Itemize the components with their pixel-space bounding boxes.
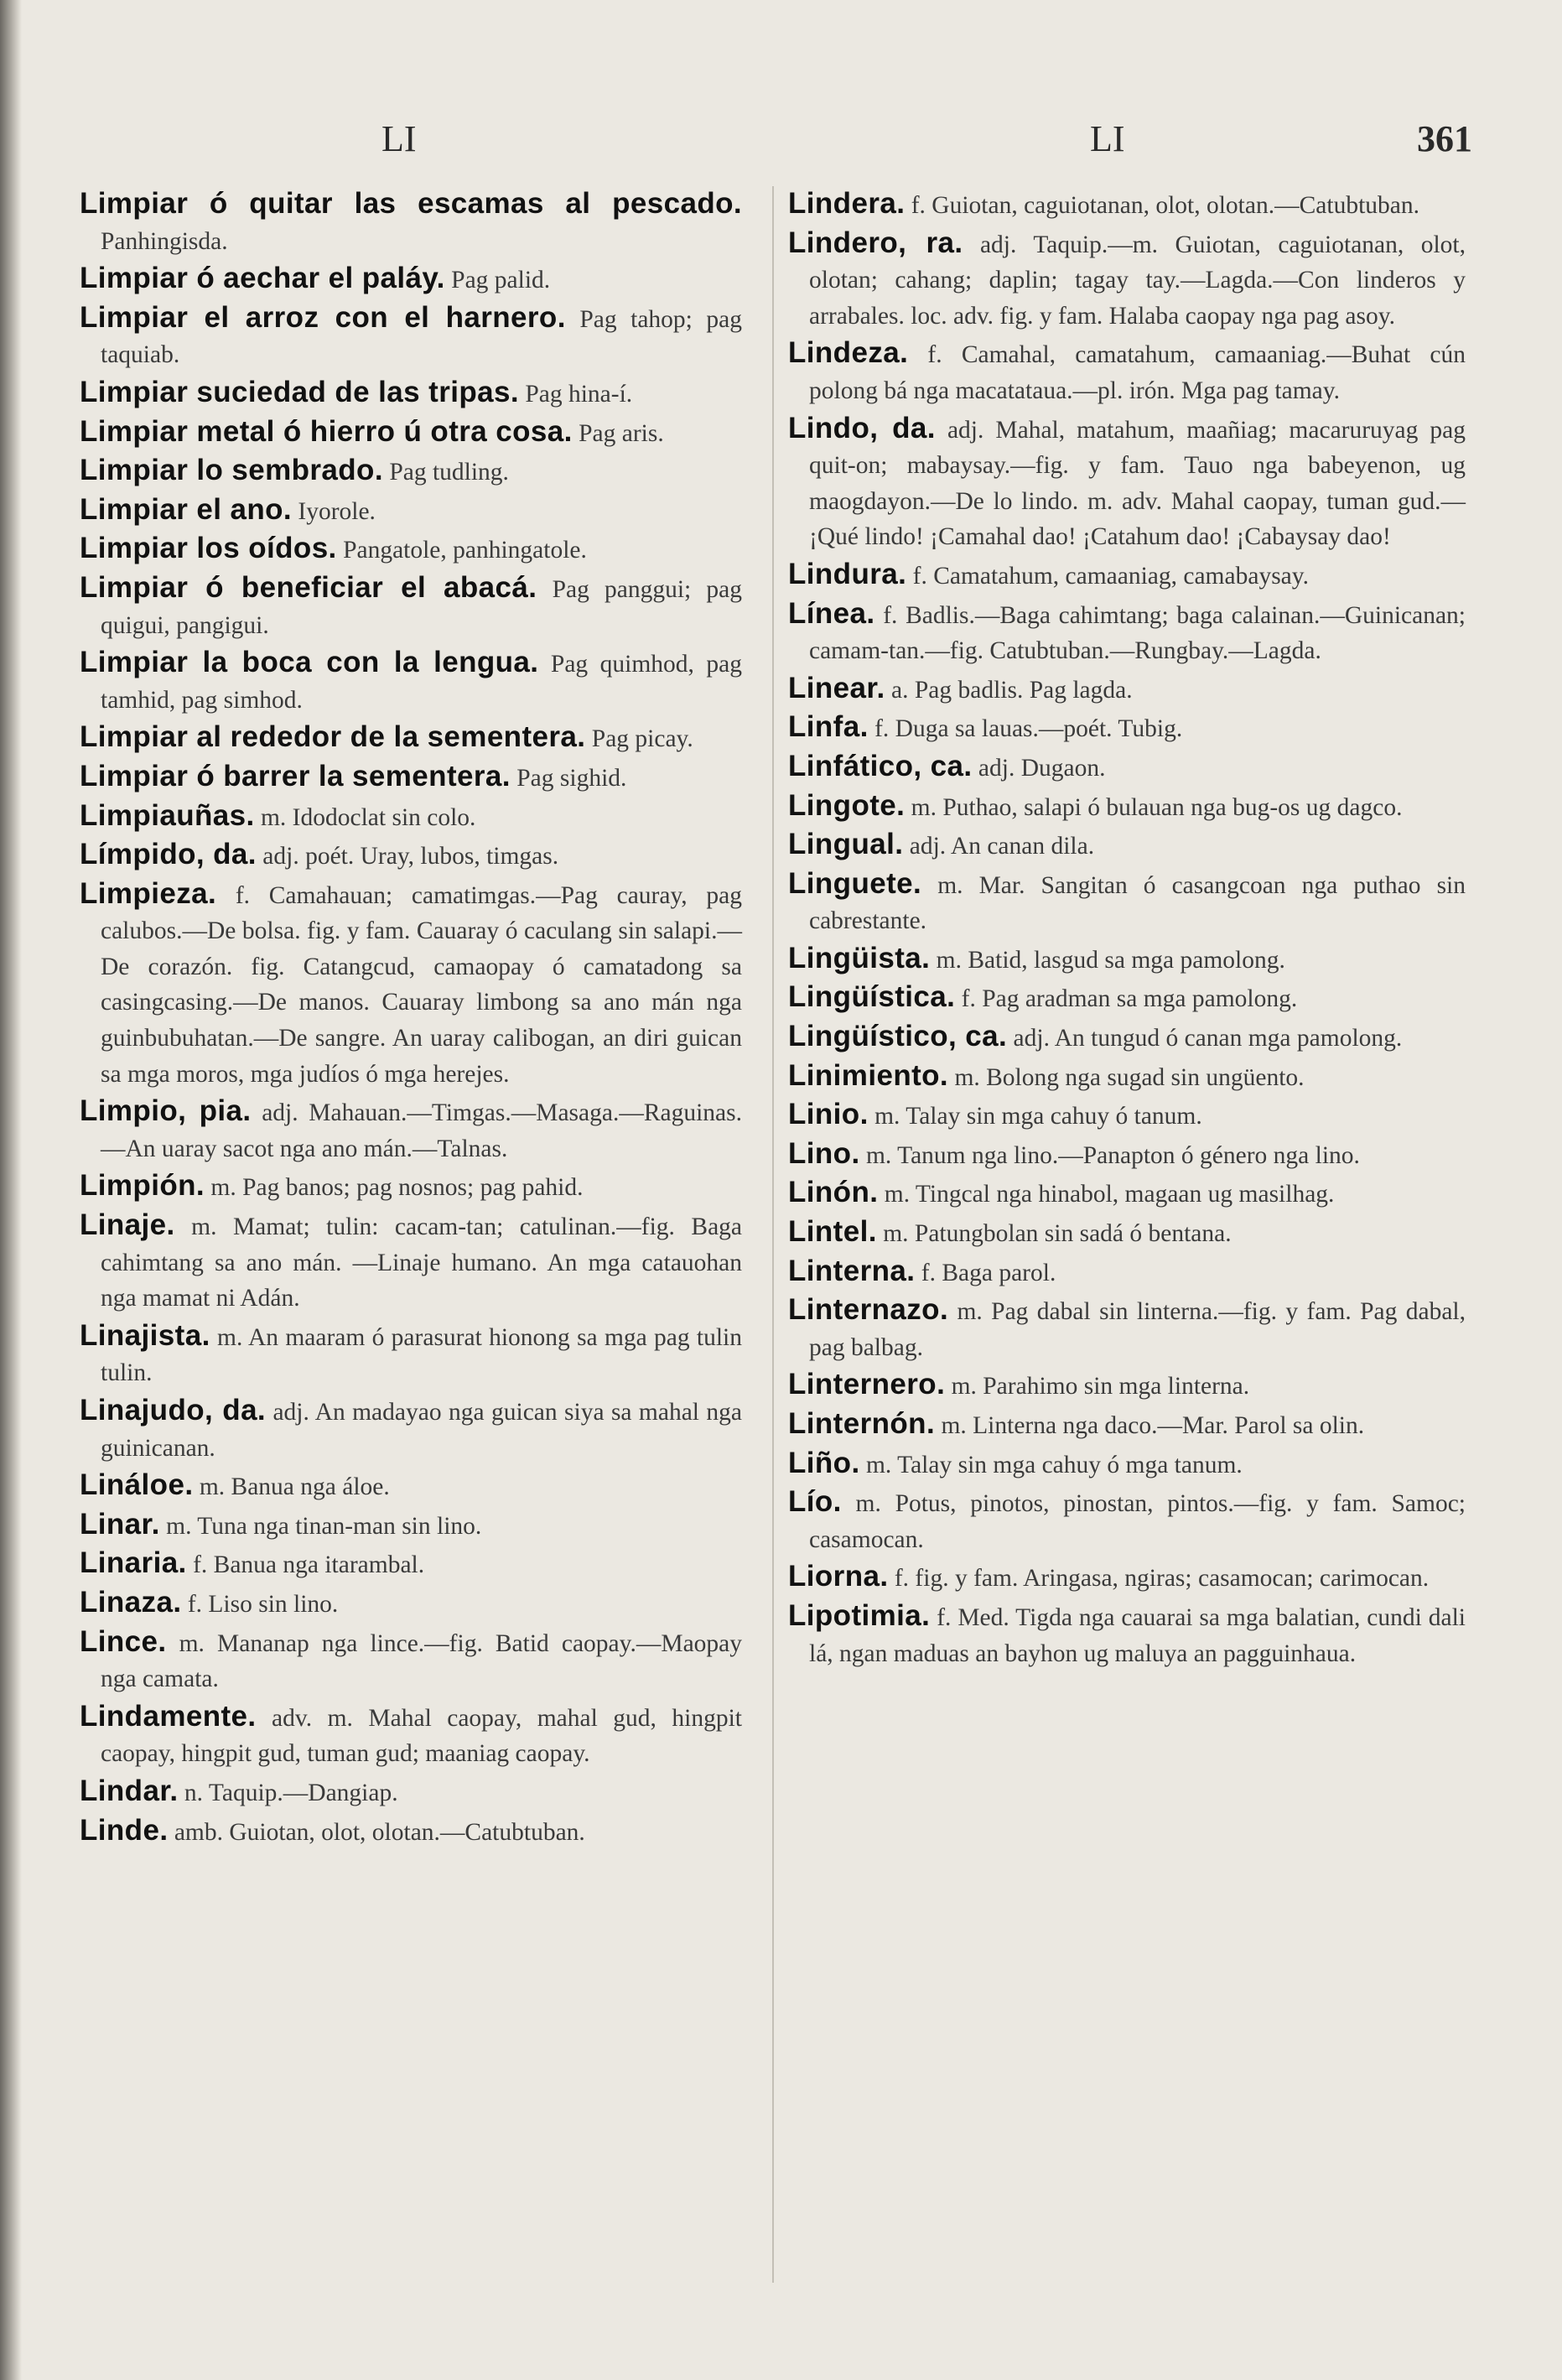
dictionary-entry xyxy=(80,570,742,643)
column-divider xyxy=(772,186,774,2283)
dictionary-entry xyxy=(788,671,1466,709)
entry-definition: m. Talay sin mga cahuy ó tanum. xyxy=(874,1103,1202,1130)
entry-headword: Lindo, da. xyxy=(788,411,936,444)
dictionary-entry xyxy=(80,300,742,373)
dictionary-entry xyxy=(788,827,1466,865)
dictionary-entry xyxy=(788,1058,1466,1096)
entry-headword: Lináloe. xyxy=(80,1468,194,1502)
dictionary-entry xyxy=(80,186,742,259)
entry-definition: adj. An tungud ó canan mga pamolong. xyxy=(1013,1025,1403,1052)
dictionary-entry xyxy=(788,1446,1466,1484)
dictionary-entry xyxy=(788,1019,1466,1057)
dictionary-entry xyxy=(788,709,1466,747)
entry-headword: Linterna. xyxy=(788,1254,916,1287)
dictionary-entry xyxy=(80,1208,742,1317)
entry-definition: m. Banua nga áloe. xyxy=(199,1473,390,1501)
dictionary-entry xyxy=(80,1507,742,1545)
dictionary-entry xyxy=(80,798,742,836)
dictionary-entry xyxy=(80,837,742,875)
dictionary-entry xyxy=(80,1468,742,1505)
entry-headword: Lindera. xyxy=(788,187,906,220)
entry-headword: Linde. xyxy=(80,1813,169,1847)
dictionary-entry xyxy=(80,720,742,757)
entry-headword: Limpieza. xyxy=(80,876,217,910)
entry-definition: adv. m. Mahal caopay, mahal gud, hingpit caopay, hingpit gud, tuman gud; maaniag caopay. xyxy=(101,1704,742,1768)
dictionary-entry xyxy=(80,261,742,299)
dictionary-entry xyxy=(788,1598,1466,1671)
entry-headword: Linternón. xyxy=(788,1407,936,1440)
entry-definition: m. Mamat; tulin: cacam-tan; catulinan.—fig. Baga cahimtang sa ano mán. —Linaje humano. An mga catauohan nga mamat ni Adán. xyxy=(101,1213,743,1312)
dictionary-entry xyxy=(80,759,742,797)
entry-definition: f. Camahauan; camatimgas.—Pag cauray, pag calubos.—De bolsa. fig. y fam. Cauaray ó caculang sin salapi.—De corazón. fig. Catangcud, camaopay ó camatadong sa casingcasing.—De manos. Cauaray limbong sa ano mán nga guinbubuhatan.—De sangre. An uaray calibogan, an diri guican sa mga moros, mga judíos ó mga herejes. xyxy=(101,881,742,1088)
entry-definition: f. Camatahum, camaaniag, camabaysay. xyxy=(912,562,1309,590)
entry-definition: m. Parahimo sin mga linterna. xyxy=(951,1373,1250,1400)
entry-definition: Pag tudling. xyxy=(389,459,509,486)
entry-definition: adj. Mahal, matahum, maañiag; macaruruyag pag quit-on; mabaysay.—fig. y fam. Tauo nga babeyenon, ug maogdayon.—De lo lindo. m. adv. Mahal caopay, tuman gud.—¡Qué lindo! ¡Camahal dao! ¡Catahum dao! ¡Cabaysay dao! xyxy=(809,416,1466,551)
entry-definition: m. Pag banos; pag nosnos; pag pahid. xyxy=(210,1174,584,1202)
entry-headword: Limpiar el ano. xyxy=(80,492,292,526)
dictionary-entry xyxy=(80,453,742,491)
entry-definition: m. Batid, lasgud sa mga pamolong. xyxy=(936,946,1285,974)
dictionary-entry xyxy=(788,788,1466,826)
dictionary-entry xyxy=(80,531,742,569)
entry-definition: adj. An madayao nga guican siya sa mahal nga guinicanan. xyxy=(101,1399,743,1462)
entry-headword: Lindura. xyxy=(788,557,907,590)
dictionary-entry xyxy=(80,1585,742,1623)
entry-headword: Límpido, da. xyxy=(80,838,257,871)
entry-headword: Lingüístico, ca. xyxy=(788,1020,1008,1053)
entry-definition: Pag tahop; pag taquiab. xyxy=(101,305,742,369)
dictionary-entry xyxy=(788,749,1466,787)
entry-definition: f. Liso sin lino. xyxy=(187,1590,339,1618)
dictionary-entry xyxy=(788,1136,1466,1174)
entry-headword: Linimiento. xyxy=(788,1058,949,1092)
entry-definition: m. Potus, pinotos, pinostan, pintos.—fig. y fam. Samoc; casamocan. xyxy=(809,1490,1466,1553)
entry-headword: Limpiar metal ó hierro ú otra cosa. xyxy=(80,414,573,448)
entry-definition: Pag quimhod, pag tamhid, pag simhod. xyxy=(101,651,743,714)
entry-headword: Limpiar al rededor de la sementera. xyxy=(80,720,586,754)
dictionary-entry xyxy=(80,375,742,413)
entry-definition: m. Tanum nga lino.—Panapton ó género nga lino. xyxy=(865,1141,1360,1169)
entry-definition: m. An maaram ó parasurat hionong sa mga pag tulin tulin. xyxy=(101,1323,742,1387)
entry-headword: Linaria. xyxy=(80,1546,187,1580)
dictionary-entry xyxy=(80,1393,742,1466)
entry-headword: Linón. xyxy=(788,1176,879,1209)
right-column xyxy=(788,186,1466,1673)
entry-headword: Línea. xyxy=(788,596,875,630)
entry-definition: f. Duga sa lauas.—poét. Tubig. xyxy=(874,715,1183,743)
entry-headword: Linio. xyxy=(788,1098,869,1131)
entry-definition: m. Tingcal nga hinabol, magaan ug masilhag. xyxy=(884,1181,1335,1208)
dictionary-entry xyxy=(788,1292,1466,1365)
entry-headword: Lindero, ra. xyxy=(788,226,963,259)
entry-definition: Panhingisda. xyxy=(101,227,228,255)
dictionary-entry xyxy=(788,866,1466,939)
entry-definition: m. Talay sin mga cahuy ó mga tanum. xyxy=(865,1451,1243,1478)
entry-definition: m. Mananap nga lince.—fig. Batid caopay.—Maopay nga camata. xyxy=(101,1629,743,1693)
dictionary-entry xyxy=(80,1813,742,1851)
entry-headword: Linternazo. xyxy=(788,1293,949,1327)
dictionary-entry xyxy=(788,411,1466,555)
entry-definition: f. Banua nga itarambal. xyxy=(193,1551,425,1579)
dictionary-entry xyxy=(788,335,1466,408)
entry-definition: amb. Guiotan, olot, olotan.—Catubtuban. xyxy=(174,1818,585,1846)
dictionary-entry xyxy=(80,645,742,718)
entry-headword: Limpiar la boca con la lengua. xyxy=(80,646,539,679)
dictionary-entry xyxy=(80,492,742,530)
dictionary-entry xyxy=(788,980,1466,1017)
dictionary-entry xyxy=(788,557,1466,595)
entry-headword: Lince. xyxy=(80,1624,167,1658)
entry-definition: adj. Mahauan.—Timgas.—Masaga.—Raguinas.—An uaray sacot nga ano mán.—Talnas. xyxy=(101,1099,742,1162)
entry-headword: Limpión. xyxy=(80,1169,205,1203)
entry-headword: Lío. xyxy=(788,1485,842,1519)
dictionary-entry xyxy=(80,1546,742,1583)
entry-headword: Linaza. xyxy=(80,1585,182,1619)
entry-definition: m. Linterna nga daco.—Mar. Parol sa olin. xyxy=(941,1412,1365,1439)
dictionary-entry xyxy=(788,1406,1466,1444)
entry-definition: m. Bolong nga sugad sin ungüento. xyxy=(954,1063,1305,1091)
entry-definition: adj. An canan dila. xyxy=(909,833,1095,860)
entry-headword: Linear. xyxy=(788,671,885,704)
entry-headword: Liño. xyxy=(788,1446,860,1479)
dictionary-entry xyxy=(80,876,742,1093)
dictionary-entry xyxy=(80,1774,742,1811)
left-column xyxy=(80,186,742,1852)
entry-headword: Lintel. xyxy=(788,1215,877,1249)
page-header xyxy=(0,117,1562,168)
entry-definition: m. Idodoclat sin colo. xyxy=(260,803,476,831)
dictionary-entry xyxy=(788,1559,1466,1597)
dictionary-entry xyxy=(788,941,1466,979)
entry-definition: f. Badlis.—Baga cahimtang; baga calainan.—Guinicanan; camam-tan.—fig. Catubtuban.—Rungbay.—Lagda. xyxy=(809,601,1466,665)
entry-definition: f. Guiotan, caguiotanan, olot, olotan.—Catubtuban. xyxy=(911,192,1419,219)
entry-definition: m. Pag dabal sin linterna.—fig. y fam. Pag dabal, pag balbag. xyxy=(809,1298,1466,1361)
entry-definition: f. Pag aradman sa mga pamolong. xyxy=(961,985,1298,1013)
entry-definition: m. Puthao, salapi ó bulauan nga bug-os ug dagco. xyxy=(911,793,1403,821)
right-guide-word: LI xyxy=(1090,118,1125,159)
entry-headword: Limpiar los oídos. xyxy=(80,532,337,565)
entry-headword: Linfático, ca. xyxy=(788,749,973,782)
entry-definition: Pag picay. xyxy=(591,725,693,753)
entry-headword: Linternero. xyxy=(788,1368,946,1401)
entry-headword: Limpiar ó barrer la sementera. xyxy=(80,759,511,792)
entry-headword: Lingüista. xyxy=(788,941,931,974)
dictionary-entry xyxy=(788,226,1466,335)
entry-definition: adj. poét. Uray, lubos, timgas. xyxy=(262,843,559,870)
entry-definition: Pag aris. xyxy=(579,419,664,447)
dictionary-entry xyxy=(80,1699,742,1772)
entry-headword: Limpiar el arroz con el harnero. xyxy=(80,300,566,334)
left-guide-word: LI xyxy=(381,118,417,159)
entry-headword: Limpiar ó aechar el paláy. xyxy=(80,262,445,295)
entry-definition: a. Pag badlis. Pag lagda. xyxy=(891,676,1133,704)
entry-definition: m. Patungbolan sin sadá ó bentana. xyxy=(883,1220,1232,1248)
entry-headword: Lingüística. xyxy=(788,980,956,1014)
dictionary-entry xyxy=(788,186,1466,224)
entry-definition: n. Taquip.—Dangiap. xyxy=(184,1779,398,1806)
entry-headword: Linajudo, da. xyxy=(80,1394,267,1426)
entry-headword: Lindamente. xyxy=(80,1699,257,1733)
dictionary-entry xyxy=(788,1214,1466,1252)
dictionary-entry xyxy=(788,1484,1466,1557)
entry-definition: Pag hina-í. xyxy=(525,380,633,408)
dictionary-entry xyxy=(788,596,1466,669)
entry-definition: f. Med. Tigda nga cauarai sa mga balatian, cundi dali lá, ngan maduas an bayhon ug maluya an pagguinhaua. xyxy=(809,1603,1466,1667)
entry-definition: f. Camahal, camatahum, camaaniag.—Buhat cún polong bá nga macatataua.—pl. irón. Mga pag tamay. xyxy=(809,341,1466,404)
dictionary-entry xyxy=(80,1168,742,1206)
dictionary-entry xyxy=(80,414,742,452)
dictionary-entry xyxy=(80,1318,742,1391)
entry-headword: Lingote. xyxy=(788,788,906,822)
page-number: 361 xyxy=(1417,118,1472,159)
entry-definition: Pag palid. xyxy=(451,267,551,294)
entry-headword: Linguete. xyxy=(788,866,922,900)
entry-headword: Linajista. xyxy=(80,1318,210,1352)
dictionary-entry xyxy=(788,1367,1466,1405)
entry-definition: adj. Taquip.—m. Guiotan, caguiotanan, olot, olotan; cahang; daplin; tagay tay.—Lagda.—Con linderos y arrabales. loc. adv. fig. y fam. Halaba caopay nga pag asoy. xyxy=(809,231,1466,330)
entry-headword: Linfa. xyxy=(788,710,869,744)
entry-headword: Limpiar ó quitar las escamas al pescado. xyxy=(80,187,742,220)
entry-headword: Limpio, pia. xyxy=(80,1094,252,1128)
dictionary-entry xyxy=(80,1624,742,1697)
entry-headword: Linar. xyxy=(80,1507,160,1541)
dictionary-entry xyxy=(788,1097,1466,1135)
entry-headword: Limpiar suciedad de las tripas. xyxy=(80,375,519,408)
entry-headword: Linaje. xyxy=(80,1208,175,1242)
entry-headword: Lindeza. xyxy=(788,336,909,370)
entry-definition: Pag sighid. xyxy=(516,764,627,792)
entry-headword: Lino. xyxy=(788,1136,860,1170)
entry-definition: f. fig. y fam. Aringasa, ngiras; casamocan; carimocan. xyxy=(894,1565,1430,1593)
entry-headword: Limpiar ó beneficiar el abacá. xyxy=(80,570,537,604)
entry-headword: Liorna. xyxy=(788,1560,889,1593)
entry-headword: Limpiauñas. xyxy=(80,798,255,832)
entry-headword: Limpiar lo sembrado. xyxy=(80,454,383,487)
entry-definition: Iyorole. xyxy=(298,497,376,525)
entry-definition: m. Tuna nga tinan-man sin lino. xyxy=(166,1512,482,1540)
entry-headword: Lingual. xyxy=(788,828,904,861)
entry-headword: Lipotimia. xyxy=(788,1598,931,1632)
entry-definition: f. Baga parol. xyxy=(921,1259,1056,1286)
entry-headword: Lindar. xyxy=(80,1774,179,1807)
dictionary-entry xyxy=(788,1175,1466,1213)
dictionary-entry xyxy=(80,1094,742,1167)
entry-definition: Pag panggui; pag quigui, pangigui. xyxy=(101,575,742,639)
dictionary-entry xyxy=(788,1254,1466,1291)
entry-definition: m. Mar. Sangitan ó casangcoan nga puthao sin cabrestante. xyxy=(809,871,1466,935)
entry-definition: Pangatole, panhingatole. xyxy=(343,537,587,564)
entry-definition: adj. Dugaon. xyxy=(978,754,1106,782)
